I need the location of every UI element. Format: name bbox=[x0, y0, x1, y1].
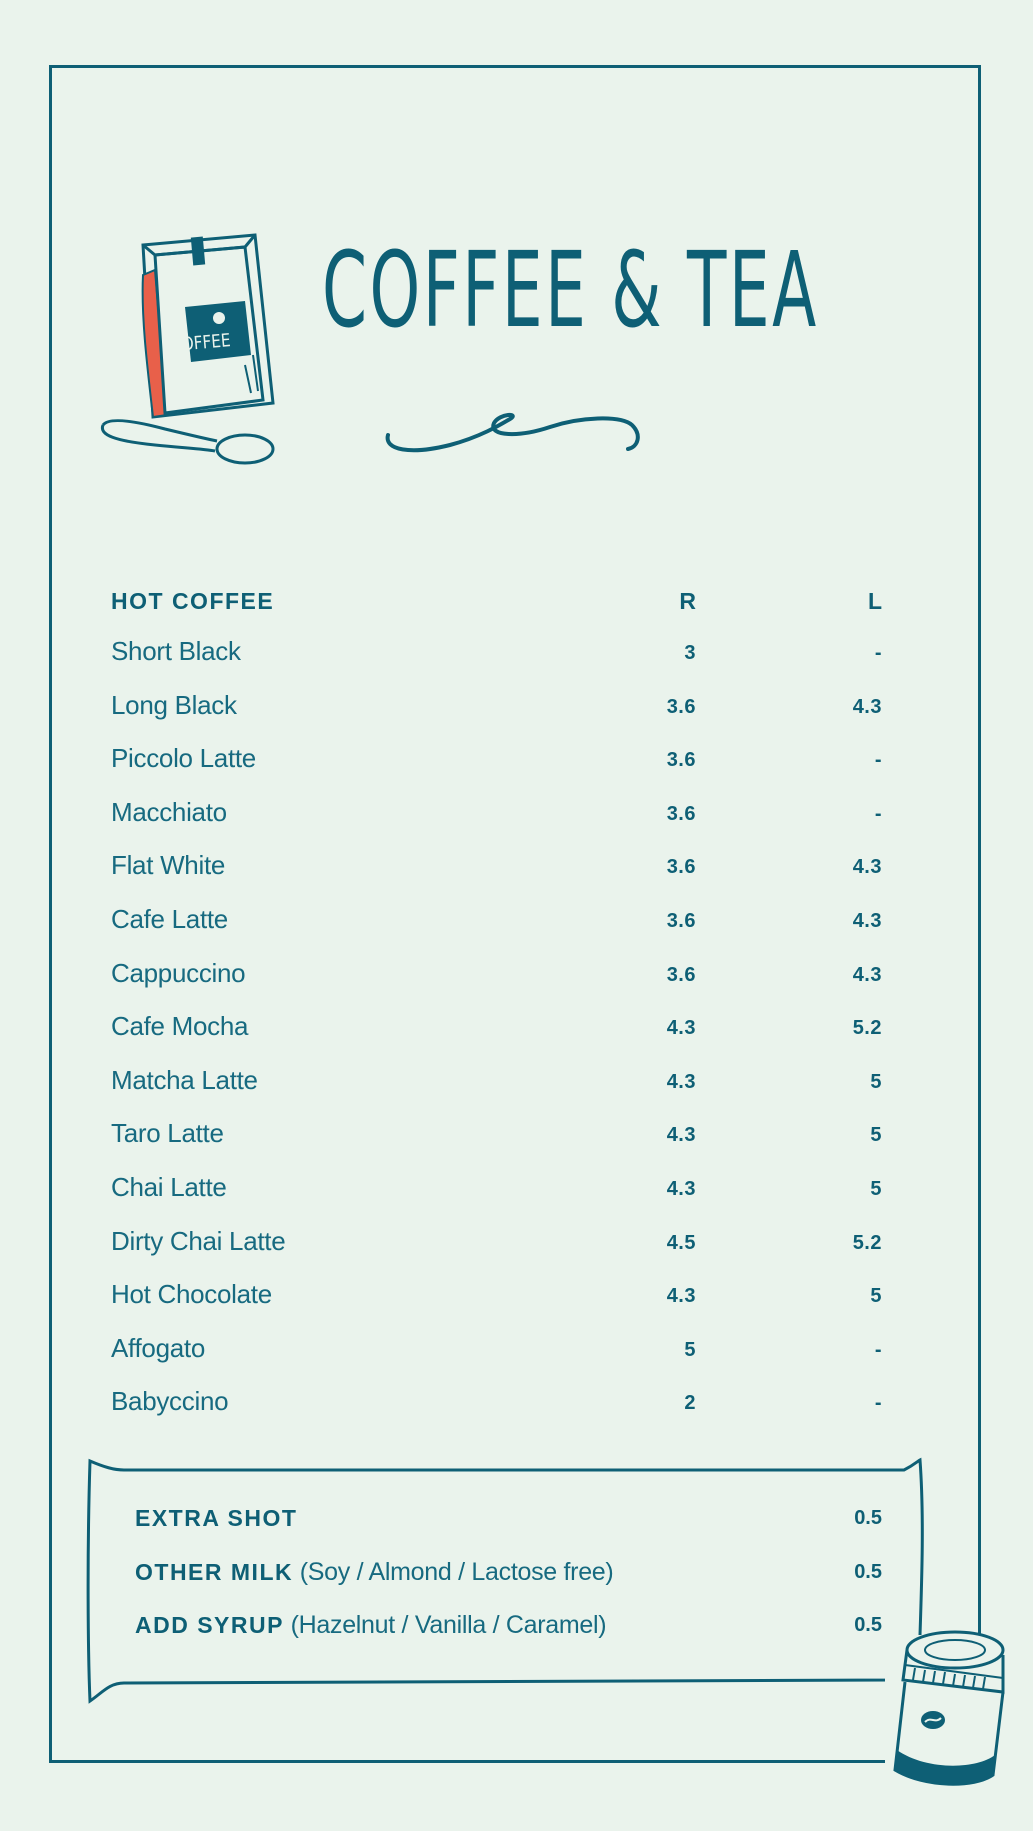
item-name: Macchiato bbox=[111, 796, 227, 827]
extras-list bbox=[135, 1504, 882, 1665]
item-name: Babyccino bbox=[111, 1386, 229, 1417]
price-regular: 4.3 bbox=[666, 1124, 696, 1147]
price-large: 5 bbox=[870, 1124, 882, 1147]
menu-item bbox=[111, 1011, 882, 1065]
extra-price: 0.5 bbox=[854, 1560, 882, 1583]
menu-item bbox=[111, 1118, 882, 1172]
extra-price: 0.5 bbox=[854, 1507, 882, 1529]
price-large: 5 bbox=[870, 1177, 882, 1200]
menu-item bbox=[111, 797, 882, 851]
extra-row bbox=[135, 1611, 882, 1665]
extra-label: EXTRA SHOT bbox=[135, 1505, 298, 1531]
price-large: - bbox=[874, 1338, 882, 1361]
item-name: Affogato bbox=[111, 1332, 205, 1363]
price-large: 4.3 bbox=[852, 909, 882, 932]
menu-item bbox=[111, 743, 882, 797]
price-regular: 3.6 bbox=[666, 802, 696, 825]
extra-label: ADD SYRUP bbox=[135, 1612, 284, 1638]
price-large: - bbox=[874, 749, 882, 772]
item-name: Cappuccino bbox=[111, 957, 246, 988]
section-header bbox=[111, 588, 882, 624]
item-name: Piccolo Latte bbox=[111, 743, 256, 774]
price-regular: 4.3 bbox=[666, 1017, 696, 1040]
menu-item bbox=[111, 636, 882, 690]
item-name: Hot Chocolate bbox=[111, 1279, 272, 1310]
price-large: 5.2 bbox=[852, 1231, 882, 1254]
price-large: - bbox=[874, 1392, 882, 1415]
flourish-icon bbox=[380, 405, 650, 465]
menu-item bbox=[111, 1065, 882, 1119]
bag-label: COFFEE bbox=[170, 328, 232, 356]
price-regular: 2 bbox=[684, 1392, 696, 1415]
item-name: Matcha Latte bbox=[111, 1064, 258, 1095]
price-large: 4.3 bbox=[852, 695, 882, 718]
price-regular: 4.3 bbox=[666, 1285, 696, 1308]
price-regular: 4.5 bbox=[666, 1231, 696, 1254]
price-large: - bbox=[874, 642, 882, 664]
column-header-regular: R bbox=[679, 588, 696, 614]
coffee-bag-icon bbox=[95, 215, 285, 475]
extra-price: 0.5 bbox=[854, 1614, 882, 1636]
item-name: Dirty Chai Latte bbox=[111, 1225, 286, 1256]
price-regular: 3.6 bbox=[666, 909, 696, 932]
item-name: Cafe Mocha bbox=[111, 1011, 249, 1042]
price-regular: 3.6 bbox=[666, 695, 696, 718]
price-regular: 3.6 bbox=[666, 963, 696, 986]
price-regular: 3 bbox=[684, 642, 696, 664]
price-large: 4.3 bbox=[852, 856, 882, 879]
extra-row bbox=[135, 1504, 882, 1558]
price-large: 5.2 bbox=[852, 1017, 882, 1040]
item-name: Taro Latte bbox=[111, 1118, 224, 1149]
menu-item bbox=[111, 850, 882, 904]
menu-item bbox=[111, 1333, 882, 1387]
extra-note: (Soy / Almond / Lactose free) bbox=[293, 1557, 614, 1586]
menu-item bbox=[111, 1172, 882, 1226]
price-regular: 3.6 bbox=[666, 856, 696, 879]
menu-item bbox=[111, 1226, 882, 1280]
menu-item bbox=[111, 958, 882, 1012]
menu-list bbox=[111, 636, 882, 1440]
menu-item bbox=[111, 1279, 882, 1333]
price-large: 4.3 bbox=[852, 963, 882, 986]
extra-note: (Hazelnut / Vanilla / Caramel) bbox=[283, 1611, 607, 1639]
item-name: Cafe Latte bbox=[111, 903, 228, 934]
price-large: - bbox=[874, 802, 882, 825]
price-regular: 3.6 bbox=[666, 749, 696, 772]
column-header-large: L bbox=[867, 588, 882, 614]
extra-row bbox=[135, 1558, 882, 1612]
item-name: Long Black bbox=[111, 689, 237, 720]
section-title: HOT COFFEE bbox=[111, 588, 275, 614]
price-large: 5 bbox=[870, 1285, 882, 1308]
extra-label: OTHER MILK bbox=[135, 1558, 294, 1585]
price-large: 5 bbox=[870, 1070, 882, 1093]
price-regular: 5 bbox=[684, 1338, 696, 1361]
item-name: Chai Latte bbox=[111, 1171, 227, 1202]
page-title: COFFEE & TEA bbox=[322, 229, 819, 351]
menu-item bbox=[111, 690, 882, 744]
item-name: Flat White bbox=[111, 850, 226, 881]
price-regular: 4.3 bbox=[666, 1177, 696, 1200]
menu-item bbox=[111, 904, 882, 958]
spoon-icon bbox=[102, 421, 273, 463]
price-regular: 4.3 bbox=[666, 1070, 696, 1093]
menu-item bbox=[111, 1386, 882, 1440]
coffee-cup-icon bbox=[885, 1620, 1015, 1800]
item-name: Short Black bbox=[111, 636, 241, 666]
